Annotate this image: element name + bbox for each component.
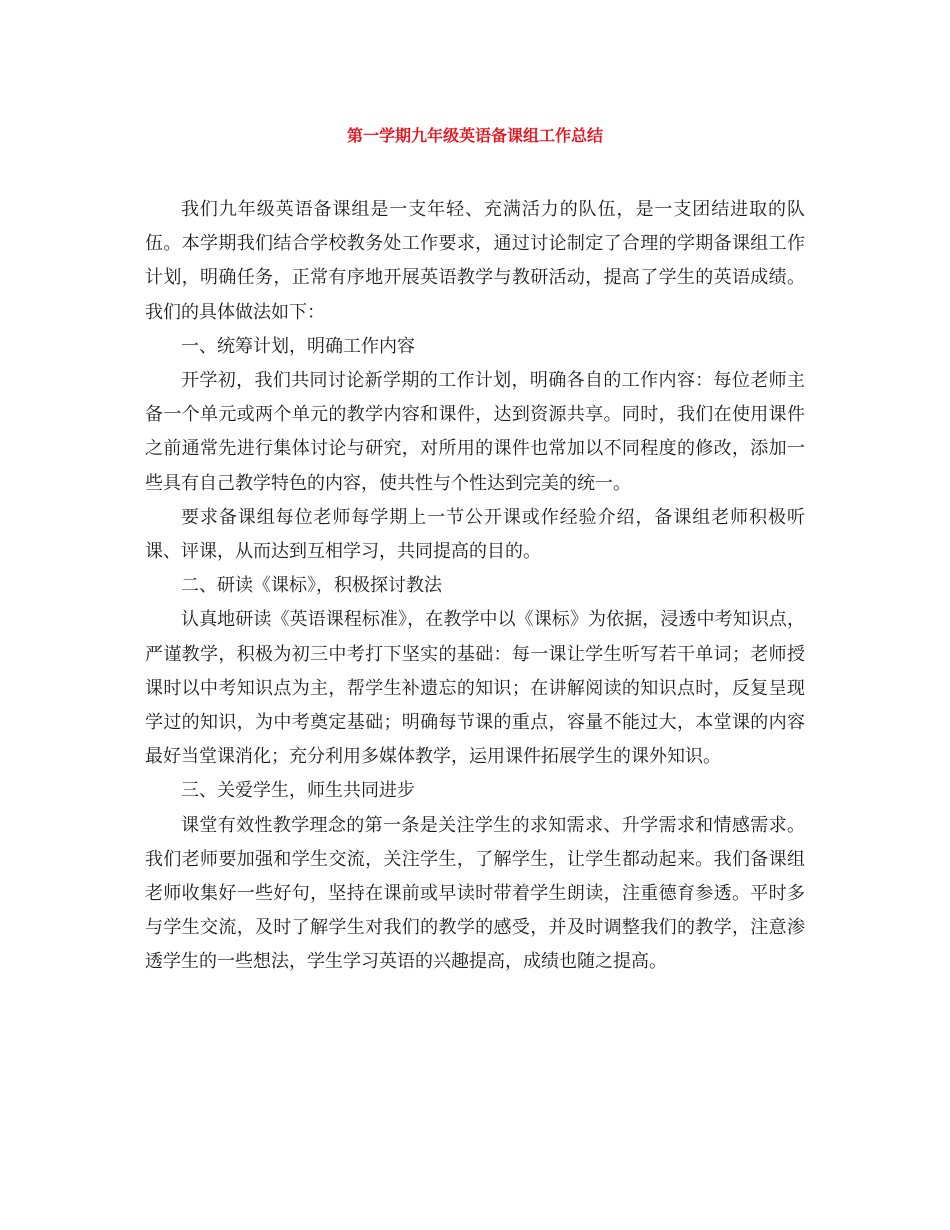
paragraph-intro: 我们九年级英语备课组是一支年轻、充满活力的队伍，是一支团结进取的队伍。本学期我们结合学校教务处工作要求，通过讨论制定了合理的学期备课组工作计划，明确任务，正常有序地开展英语教学与教研活动，提高了学生的英语成绩。我们的具体做法如下：	[145, 199, 805, 323]
document-title: 第一学期九年级英语备课组工作总结	[346, 126, 603, 145]
paragraph-3: 课堂有效性教学理念的第一条是关注学生的求知需求、升学需求和情感需求。我们老师要加强和学生交流，关注学生，了解学生，让学生都动起来。我们备课组老师收集好一些好句，坚持在课前或早读时带着学生朗读，注重德育参透。平时多与学生交流，及时了解学生对我们的教学的感受，并及时调整我们的教学，注意渗透学生的一些想法，学生学习英语的兴趣提高，成绩也随之提高。	[145, 814, 805, 973]
paragraph-2: 认真地研读《英语课程标准》，在教学中以《课标》为依据，浸透中考知识点，严谨教学，积极为初三中考打下坚实的基础：每一课让学生听写若干单词；老师授课时以中考知识点为主，帮学生补遗忘的知识；在讲解阅读的知识点时，反复呈现学过的知识，为中考奠定基础；明确每节课的重点，容量不能过大，本堂课的内容最好当堂课消化；充分利用多媒体教学，运用课件拓展学生的课外知识。	[145, 609, 805, 768]
paragraph-1b: 要求备课组每位老师每学期上一节公开课或作经验介绍，备课组老师积极听课、评课，从而达到互相学习，共同提高的目的。	[145, 506, 805, 563]
document-body	[145, 193, 805, 980]
paragraph-1a: 开学初，我们共同讨论新学期的工作计划，明确各自的工作内容：每位老师主备一个单元或两个单元的教学内容和课件，达到资源共享。同时，我们在使用课件之前通常先进行集体讨论与研究，对所用的课件也常加以不同程度的修改，添加一些具有自己教学特色的内容，使共性与个性达到完美的统一。	[145, 370, 805, 494]
section-heading-1: 一、统筹计划，明确工作内容	[181, 335, 415, 357]
section-heading-3: 三、关爱学生，师生共同进步	[181, 780, 415, 802]
section-heading-2: 二、研读《课标》，积极探讨教法	[181, 575, 442, 597]
